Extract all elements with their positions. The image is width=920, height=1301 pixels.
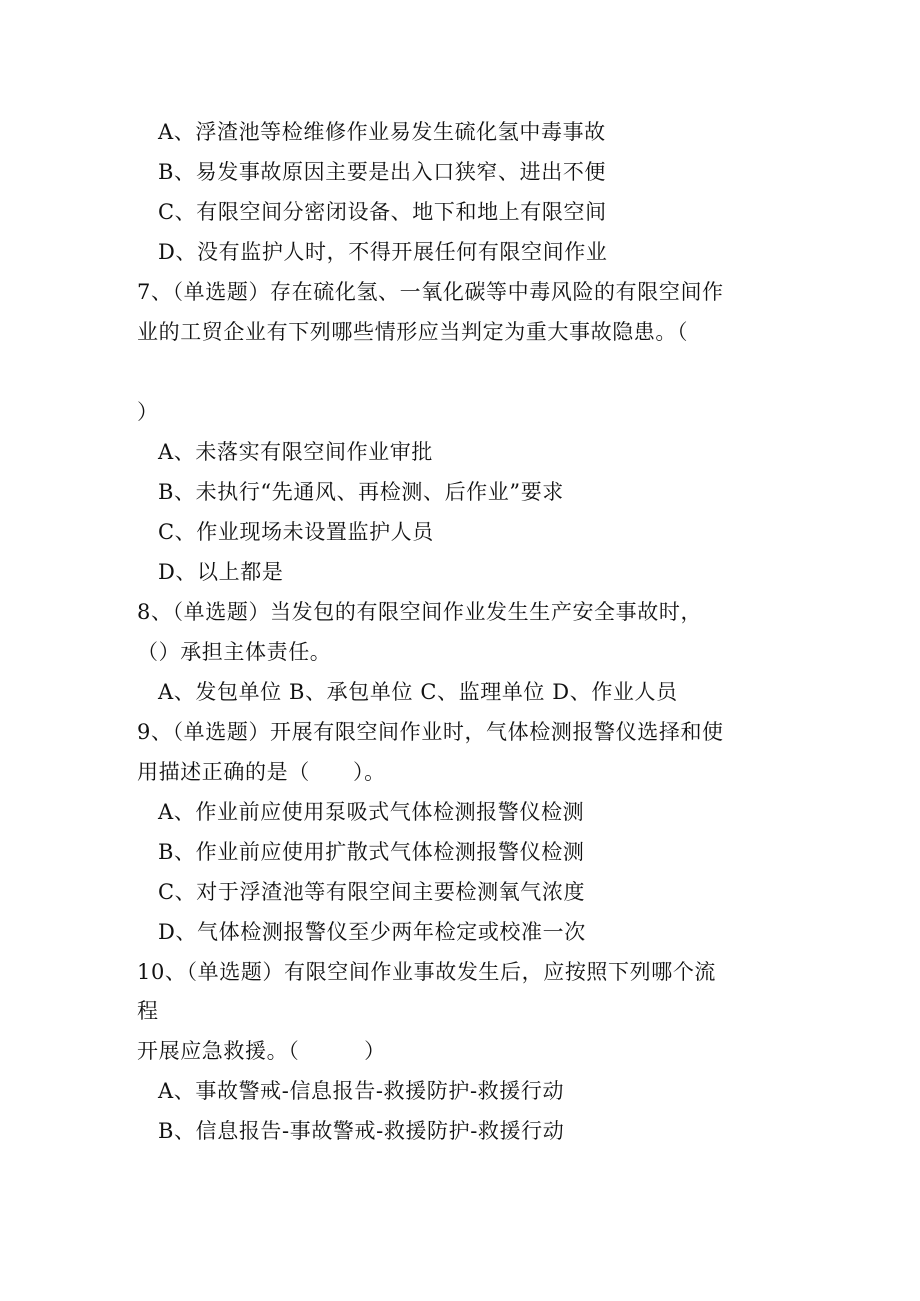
q6-option-b: B、易发事故原因主要是出入口狭窄、进出不便 (158, 160, 607, 184)
q9-option-c: C、对于浮渣池等有限空间主要检测氧气浓度 (158, 880, 586, 904)
q10-stem-line-1: 10、（单选题）有限空间作业事故发生后，应按照下列哪个流 (137, 960, 717, 984)
q7-option-b: B、未执行“先通风、再检测、后作业”要求 (158, 480, 564, 504)
q7-option-a: A、未落实有限空间作业审批 (158, 440, 433, 464)
q10-option-b: B、信息报告-事故警戒-救援防护-救援行动 (158, 1119, 565, 1143)
q6-option-d: D、没有监护人时，不得开展任何有限空间作业 (158, 240, 608, 264)
q6-option-c: C、有限空间分密闭设备、地下和地上有限空间 (158, 200, 607, 224)
q9-option-d: D、气体检测报警仪至少两年检定或校准一次 (158, 920, 586, 944)
q7-stem-line-3: ） (137, 400, 159, 424)
q10-option-a: A、事故警戒-信息报告-救援防护-救援行动 (158, 1079, 565, 1103)
q10-stem-line-2: 程 (137, 999, 159, 1023)
q8-stem-line-1: 8、（单选题）当发包的有限空间作业发生生产安全事故时， (137, 600, 703, 624)
q8-options: A、发包单位 B、承包单位 C、监理单位 D、作业人员 (158, 680, 678, 704)
q9-stem-line-2: 用描述正确的是（ ）。 (137, 760, 386, 784)
q9-option-b: B、作业前应使用扩散式气体检测报警仪检测 (158, 840, 585, 864)
q7-option-d: D、以上都是 (158, 560, 284, 584)
q9-option-a: A、作业前应使用泵吸式气体检测报警仪检测 (158, 800, 585, 824)
q7-option-c: C、作业现场未设置监护人员 (158, 520, 434, 544)
q7-stem-line-2: 业的工贸企业有下列哪些情形应当判定为重大事故隐患。（ (137, 320, 689, 344)
q8-stem-line-2: （）承担主体责任。 (137, 640, 332, 664)
q10-stem-line-3: 开展应急救援。（ ） (137, 1039, 386, 1063)
q6-option-a: A、浮渣池等检维修作业易发生硫化氢中毒事故 (158, 120, 606, 144)
q9-stem-line-1: 9、（单选题）开展有限空间作业时，气体检测报警仪选择和使 (137, 720, 724, 744)
q7-stem-line-1: 7、（单选题）存在硫化氢、一氧化碳等中毒风险的有限空间作 (137, 280, 724, 304)
